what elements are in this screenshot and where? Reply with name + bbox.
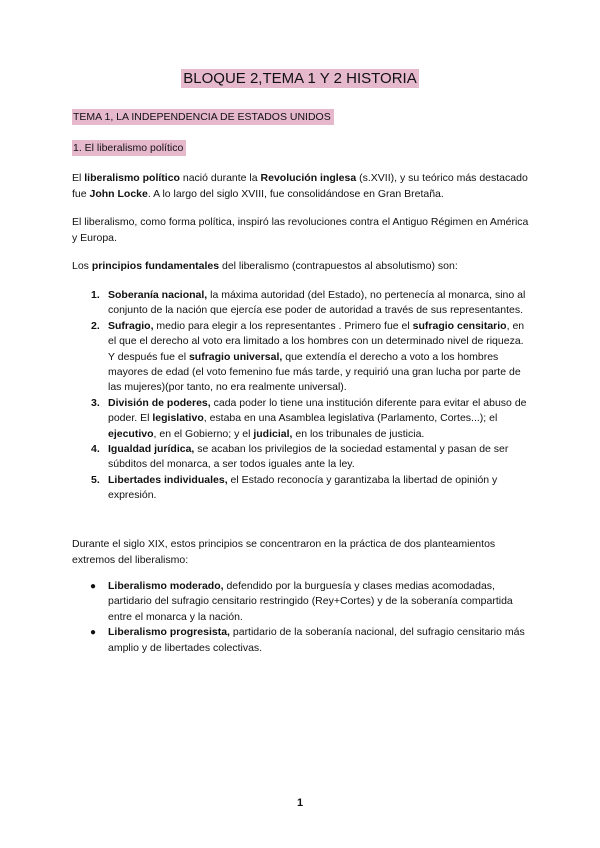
principles-list bbox=[72, 288, 528, 504]
list-item: 1. Soberanía nacional, la máxima autoridad (del Estado), no pertenecía al monarca, sino al conjunto de la nación que ejercía ese poder de autoridad a través de sus representantes. bbox=[91, 289, 526, 317]
subsection-title-text: 1. El liberalismo político bbox=[72, 140, 186, 156]
list-item: 5. Libertades individuales, el Estado reconocía y garantizaba la libertad de opinión y expresión. bbox=[91, 473, 498, 502]
list-item: ● Liberalismo moderado, defendido por la burguesía y clases medias acomodadas, partidario del sufragio censitario restringido (Rey+Cortes) y de la soberanía compartida entre el monarca y la nación. bbox=[90, 580, 513, 623]
section-title-text: TEMA 1, LA INDEPENDENCIA DE ESTADOS UNIDOS bbox=[72, 109, 334, 125]
page-number: 1 bbox=[296, 797, 304, 809]
list-item: 3. División de poderes, cada poder lo tiene una institución diferente para evitar el abuso de poder. El legislativo, estaba en una Asamblea legislativa (Parlamento, Cortes...); el ejecutivo, en el Gobierno; y el judicial, en los tribunales de justicia. bbox=[91, 396, 527, 440]
currents-list bbox=[72, 579, 528, 656]
page-title-text: BLOQUE 2,TEMA 1 Y 2 HISTORIA bbox=[183, 70, 417, 87]
section-title bbox=[72, 111, 334, 123]
paragraph-xix-century: Durante el siglo XIX, estos principios se concentraron en la práctica de dos planteamientos extremos del liberalismo: bbox=[72, 538, 496, 566]
bullet-icon: ● bbox=[90, 627, 97, 639]
paragraph-revolutions: El liberalismo, como forma política, inspiró las revoluciones contra el Antiguo Régimen en América y Europa. bbox=[72, 216, 529, 244]
subsection-title bbox=[72, 142, 186, 154]
paragraph-principles-intro: Los principios fundamentales del liberalismo (contrapuestos al absolutismo) son: bbox=[72, 260, 458, 272]
page-title bbox=[0, 70, 600, 87]
list-item: ● Liberalismo progresista, partidario de la soberanía nacional, del sufragio censitario más amplio y de libertades colectivas. bbox=[90, 626, 525, 654]
bullet-icon: ● bbox=[90, 581, 97, 592]
paragraph-intro: El liberalismo político nació durante la Revolución inglesa (s.XVII), y su teórico más destacado fue John Locke. A lo largo del siglo XVIII, fue consolidándose en Gran Bretaña. bbox=[72, 172, 528, 200]
list-item: 4. Igualdad jurídica, se acaban los privilegios de la sociedad estamental y pasan de ser súbditos del monarca, a ser todos iguales ante la ley. bbox=[91, 443, 509, 471]
list-item: 2. Sufragio, medio para elegir a los representantes . Primero fue el sufragio censitario, en el que el derecho al voto era limitado a los hombres con un determinado nivel de riqueza. Y después fue el sufragio universal, que extendía el derecho a voto a los hombres mayores de edad (el voto femenino fue más tarde, y requirió una gran lucha por parte de las mujeres)(por tanto, no era realmente universal). bbox=[91, 319, 525, 394]
